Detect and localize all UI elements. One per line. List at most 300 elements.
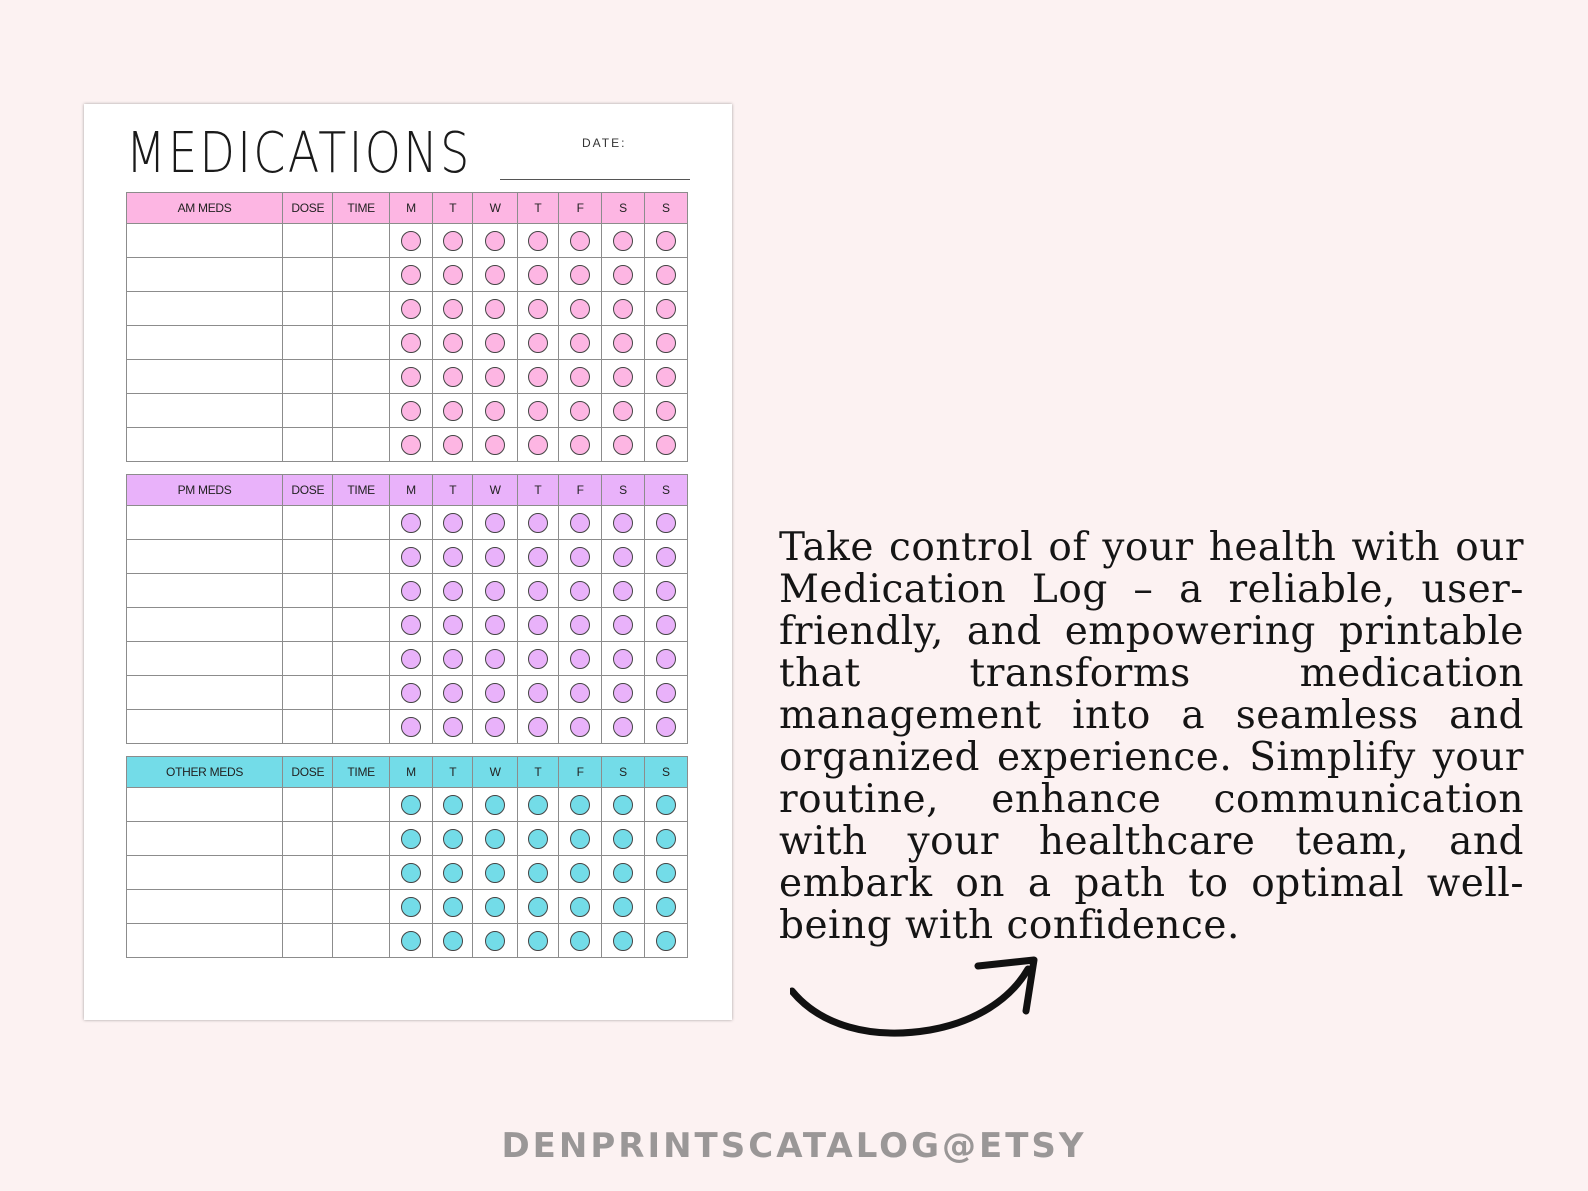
checkbox-circle-icon[interactable] <box>613 265 633 285</box>
checkbox-circle-icon[interactable] <box>570 581 590 601</box>
time-cell[interactable] <box>333 856 389 890</box>
day-header: S <box>644 757 687 788</box>
checkbox-circle-icon[interactable] <box>570 265 590 285</box>
table-header-row <box>127 193 688 224</box>
curved-arrow-right-icon <box>790 955 1050 1050</box>
day-check-cell <box>473 258 517 292</box>
table-row <box>127 258 688 292</box>
table-row <box>127 924 688 958</box>
day-check-cell <box>559 822 602 856</box>
checkbox-circle-icon[interactable] <box>656 717 676 737</box>
time-cell[interactable] <box>333 224 389 258</box>
day-check-cell <box>473 856 517 890</box>
checkbox-circle-icon[interactable] <box>528 683 548 703</box>
checkbox-circle-icon[interactable] <box>656 547 676 567</box>
checkbox-circle-icon[interactable] <box>528 513 548 533</box>
checkbox-circle-icon[interactable] <box>656 863 676 883</box>
day-check-cell <box>517 856 558 890</box>
checkbox-circle-icon[interactable] <box>570 615 590 635</box>
day-check-cell <box>433 608 473 642</box>
med-name-cell[interactable] <box>127 924 283 958</box>
time-cell[interactable] <box>333 540 389 574</box>
day-check-cell <box>389 822 432 856</box>
day-header: S <box>644 193 687 224</box>
checkbox-circle-icon[interactable] <box>443 683 463 703</box>
time-cell[interactable] <box>333 574 389 608</box>
checkbox-circle-icon[interactable] <box>443 299 463 319</box>
day-check-cell <box>389 924 432 958</box>
checkbox-circle-icon[interactable] <box>570 683 590 703</box>
dose-cell[interactable] <box>283 856 333 890</box>
day-check-cell <box>644 428 687 462</box>
time-cell[interactable] <box>333 788 389 822</box>
checkbox-circle-icon[interactable] <box>401 547 421 567</box>
shop-footer: DENPRINTSCATALOG@ETSY <box>501 1126 1087 1166</box>
day-check-cell <box>559 890 602 924</box>
dose-cell[interactable] <box>283 676 333 710</box>
med-name-cell[interactable] <box>127 856 283 890</box>
day-header: T <box>517 475 558 506</box>
checkbox-circle-icon[interactable] <box>613 513 633 533</box>
day-check-cell <box>602 676 644 710</box>
day-check-cell <box>473 608 517 642</box>
day-check-cell <box>644 676 687 710</box>
day-check-cell <box>389 292 432 326</box>
day-check-cell <box>602 394 644 428</box>
time-cell[interactable] <box>333 428 389 462</box>
checkbox-circle-icon[interactable] <box>401 513 421 533</box>
time-cell[interactable] <box>333 924 389 958</box>
med-name-cell[interactable] <box>127 710 283 744</box>
day-check-cell <box>644 788 687 822</box>
checkbox-circle-icon[interactable] <box>656 401 676 421</box>
checkbox-circle-icon[interactable] <box>401 265 421 285</box>
checkbox-circle-icon[interactable] <box>401 897 421 917</box>
day-check-cell <box>559 540 602 574</box>
checkbox-circle-icon[interactable] <box>613 829 633 849</box>
checkbox-circle-icon[interactable] <box>656 231 676 251</box>
checkbox-circle-icon[interactable] <box>528 717 548 737</box>
checkbox-circle-icon[interactable] <box>443 863 463 883</box>
day-check-cell <box>559 224 602 258</box>
day-check-cell <box>602 856 644 890</box>
checkbox-circle-icon[interactable] <box>401 581 421 601</box>
day-check-cell <box>517 676 558 710</box>
dose-cell[interactable] <box>283 428 333 462</box>
day-header: W <box>473 193 517 224</box>
day-check-cell <box>389 506 432 540</box>
checkbox-circle-icon[interactable] <box>613 333 633 353</box>
checkbox-circle-icon[interactable] <box>613 615 633 635</box>
checkbox-circle-icon[interactable] <box>401 367 421 387</box>
day-check-cell <box>644 540 687 574</box>
day-check-cell <box>559 506 602 540</box>
checkbox-circle-icon[interactable] <box>570 401 590 421</box>
checkbox-circle-icon[interactable] <box>401 829 421 849</box>
checkbox-circle-icon[interactable] <box>485 931 505 951</box>
table-row <box>127 890 688 924</box>
checkbox-circle-icon[interactable] <box>443 333 463 353</box>
checkbox-circle-icon[interactable] <box>485 231 505 251</box>
checkbox-circle-icon[interactable] <box>401 615 421 635</box>
dose-cell[interactable] <box>283 326 333 360</box>
checkbox-circle-icon[interactable] <box>485 829 505 849</box>
day-check-cell <box>517 540 558 574</box>
checkbox-circle-icon[interactable] <box>570 795 590 815</box>
day-check-cell <box>602 574 644 608</box>
dose-cell[interactable] <box>283 258 333 292</box>
day-check-cell <box>473 822 517 856</box>
checkbox-circle-icon[interactable] <box>613 795 633 815</box>
time-cell[interactable] <box>333 394 389 428</box>
med-name-cell[interactable] <box>127 292 283 326</box>
day-check-cell <box>559 788 602 822</box>
checkbox-circle-icon[interactable] <box>443 649 463 669</box>
time-header: TIME <box>333 475 389 506</box>
day-check-cell <box>602 822 644 856</box>
day-check-cell <box>644 506 687 540</box>
checkbox-circle-icon[interactable] <box>528 615 548 635</box>
checkbox-circle-icon[interactable] <box>485 299 505 319</box>
checkbox-circle-icon[interactable] <box>528 231 548 251</box>
time-cell[interactable] <box>333 506 389 540</box>
checkbox-circle-icon[interactable] <box>485 897 505 917</box>
day-check-cell <box>559 676 602 710</box>
day-header: S <box>602 757 644 788</box>
checkbox-circle-icon[interactable] <box>656 897 676 917</box>
checkbox-circle-icon[interactable] <box>570 717 590 737</box>
checkbox-circle-icon[interactable] <box>613 717 633 737</box>
checkbox-circle-icon[interactable] <box>401 333 421 353</box>
checkbox-circle-icon[interactable] <box>528 401 548 421</box>
table-row <box>127 428 688 462</box>
checkbox-circle-icon[interactable] <box>528 931 548 951</box>
med-name-cell[interactable] <box>127 890 283 924</box>
day-check-cell <box>433 890 473 924</box>
checkbox-circle-icon[interactable] <box>401 649 421 669</box>
day-check-cell <box>644 710 687 744</box>
checkbox-circle-icon[interactable] <box>401 931 421 951</box>
day-check-cell <box>433 394 473 428</box>
checkbox-circle-icon[interactable] <box>443 931 463 951</box>
checkbox-circle-icon[interactable] <box>485 333 505 353</box>
checkbox-circle-icon[interactable] <box>443 401 463 421</box>
checkbox-circle-icon[interactable] <box>485 717 505 737</box>
sheet-title: MEDICATIONS <box>126 121 472 186</box>
checkbox-circle-icon[interactable] <box>528 795 548 815</box>
checkbox-circle-icon[interactable] <box>485 581 505 601</box>
checkbox-circle-icon[interactable] <box>613 931 633 951</box>
dose-cell[interactable] <box>283 292 333 326</box>
checkbox-circle-icon[interactable] <box>528 333 548 353</box>
day-check-cell <box>389 258 432 292</box>
checkbox-circle-icon[interactable] <box>656 795 676 815</box>
checkbox-circle-icon[interactable] <box>656 649 676 669</box>
day-check-cell <box>644 924 687 958</box>
checkbox-circle-icon[interactable] <box>656 931 676 951</box>
day-header: W <box>473 757 517 788</box>
checkbox-circle-icon[interactable] <box>528 829 548 849</box>
checkbox-circle-icon[interactable] <box>656 683 676 703</box>
med-name-cell[interactable] <box>127 608 283 642</box>
checkbox-circle-icon[interactable] <box>613 897 633 917</box>
day-check-cell <box>389 224 432 258</box>
day-check-cell <box>433 676 473 710</box>
checkbox-circle-icon[interactable] <box>443 795 463 815</box>
day-check-cell <box>473 394 517 428</box>
dose-cell[interactable] <box>283 540 333 574</box>
checkbox-circle-icon[interactable] <box>485 367 505 387</box>
table-row <box>127 360 688 394</box>
day-header: S <box>602 475 644 506</box>
time-cell[interactable] <box>333 890 389 924</box>
checkbox-circle-icon[interactable] <box>485 615 505 635</box>
dose-cell[interactable] <box>283 642 333 676</box>
checkbox-circle-icon[interactable] <box>656 299 676 319</box>
checkbox-circle-icon[interactable] <box>613 547 633 567</box>
checkbox-circle-icon[interactable] <box>528 581 548 601</box>
day-check-cell <box>433 292 473 326</box>
day-header: F <box>559 193 602 224</box>
checkbox-circle-icon[interactable] <box>485 795 505 815</box>
med-name-cell[interactable] <box>127 574 283 608</box>
checkbox-circle-icon[interactable] <box>401 401 421 421</box>
dose-cell[interactable] <box>283 506 333 540</box>
checkbox-circle-icon[interactable] <box>656 615 676 635</box>
day-header: S <box>644 475 687 506</box>
dose-cell[interactable] <box>283 710 333 744</box>
checkbox-circle-icon[interactable] <box>570 863 590 883</box>
day-check-cell <box>389 710 432 744</box>
table-row <box>127 506 688 540</box>
checkbox-circle-icon[interactable] <box>528 547 548 567</box>
checkbox-circle-icon[interactable] <box>613 231 633 251</box>
day-check-cell <box>559 642 602 676</box>
checkbox-circle-icon[interactable] <box>401 435 421 455</box>
dose-cell[interactable] <box>283 360 333 394</box>
checkbox-circle-icon[interactable] <box>613 367 633 387</box>
checkbox-circle-icon[interactable] <box>443 829 463 849</box>
table-row <box>127 676 688 710</box>
med-name-cell[interactable] <box>127 822 283 856</box>
time-cell[interactable] <box>333 608 389 642</box>
checkbox-circle-icon[interactable] <box>485 513 505 533</box>
day-check-cell <box>517 822 558 856</box>
day-check-cell <box>473 540 517 574</box>
checkbox-circle-icon[interactable] <box>401 717 421 737</box>
time-cell[interactable] <box>333 326 389 360</box>
med-name-cell[interactable] <box>127 676 283 710</box>
day-check-cell <box>559 360 602 394</box>
checkbox-circle-icon[interactable] <box>443 897 463 917</box>
day-check-cell <box>517 608 558 642</box>
med-name-cell[interactable] <box>127 394 283 428</box>
checkbox-circle-icon[interactable] <box>485 435 505 455</box>
checkbox-circle-icon[interactable] <box>443 435 463 455</box>
dose-cell[interactable] <box>283 224 333 258</box>
checkbox-circle-icon[interactable] <box>656 581 676 601</box>
dose-header: DOSE <box>283 757 333 788</box>
checkbox-circle-icon[interactable] <box>401 299 421 319</box>
day-header: F <box>559 757 602 788</box>
checkbox-circle-icon[interactable] <box>570 513 590 533</box>
day-check-cell <box>517 642 558 676</box>
section-header: PM MEDS <box>127 475 283 506</box>
checkbox-circle-icon[interactable] <box>485 863 505 883</box>
time-cell[interactable] <box>333 360 389 394</box>
printable-sheet <box>84 104 732 1020</box>
med-name-cell[interactable] <box>127 506 283 540</box>
med-name-cell[interactable] <box>127 428 283 462</box>
day-check-cell <box>559 574 602 608</box>
med-name-cell[interactable] <box>127 258 283 292</box>
day-check-cell <box>517 360 558 394</box>
checkbox-circle-icon[interactable] <box>613 401 633 421</box>
checkbox-circle-icon[interactable] <box>656 829 676 849</box>
table-row <box>127 822 688 856</box>
med-name-cell[interactable] <box>127 642 283 676</box>
checkbox-circle-icon[interactable] <box>401 231 421 251</box>
checkbox-circle-icon[interactable] <box>528 367 548 387</box>
checkbox-circle-icon[interactable] <box>656 265 676 285</box>
checkbox-circle-icon[interactable] <box>485 683 505 703</box>
dose-cell[interactable] <box>283 608 333 642</box>
day-check-cell <box>644 822 687 856</box>
table-header-row <box>127 757 688 788</box>
checkbox-circle-icon[interactable] <box>613 581 633 601</box>
time-cell[interactable] <box>333 258 389 292</box>
day-check-cell <box>644 856 687 890</box>
table-row <box>127 574 688 608</box>
day-check-cell <box>602 710 644 744</box>
day-check-cell <box>644 360 687 394</box>
checkbox-circle-icon[interactable] <box>443 547 463 567</box>
dose-cell[interactable] <box>283 394 333 428</box>
checkbox-circle-icon[interactable] <box>485 547 505 567</box>
checkbox-circle-icon[interactable] <box>485 401 505 421</box>
checkbox-circle-icon[interactable] <box>443 581 463 601</box>
checkbox-circle-icon[interactable] <box>570 649 590 669</box>
day-header: F <box>559 475 602 506</box>
day-check-cell <box>602 326 644 360</box>
checkbox-circle-icon[interactable] <box>570 435 590 455</box>
checkbox-circle-icon[interactable] <box>528 435 548 455</box>
day-check-cell <box>644 574 687 608</box>
day-check-cell <box>644 394 687 428</box>
checkbox-circle-icon[interactable] <box>570 333 590 353</box>
day-check-cell <box>517 710 558 744</box>
med-name-cell[interactable] <box>127 326 283 360</box>
dose-cell[interactable] <box>283 574 333 608</box>
checkbox-circle-icon[interactable] <box>528 863 548 883</box>
dose-cell[interactable] <box>283 890 333 924</box>
day-header: M <box>389 757 432 788</box>
table-header-row <box>127 475 688 506</box>
med-name-cell[interactable] <box>127 360 283 394</box>
day-header: T <box>517 193 558 224</box>
checkbox-circle-icon[interactable] <box>401 863 421 883</box>
checkbox-circle-icon[interactable] <box>528 897 548 917</box>
checkbox-circle-icon[interactable] <box>401 683 421 703</box>
time-cell[interactable] <box>333 642 389 676</box>
day-check-cell <box>433 360 473 394</box>
checkbox-circle-icon[interactable] <box>485 265 505 285</box>
day-check-cell <box>644 642 687 676</box>
checkbox-circle-icon[interactable] <box>528 299 548 319</box>
table-row <box>127 326 688 360</box>
day-header: M <box>389 193 432 224</box>
dose-cell[interactable] <box>283 788 333 822</box>
checkbox-circle-icon[interactable] <box>613 683 633 703</box>
checkbox-circle-icon[interactable] <box>656 513 676 533</box>
checkbox-circle-icon[interactable] <box>656 435 676 455</box>
checkbox-circle-icon[interactable] <box>613 649 633 669</box>
checkbox-circle-icon[interactable] <box>656 367 676 387</box>
checkbox-circle-icon[interactable] <box>570 897 590 917</box>
day-check-cell <box>473 710 517 744</box>
med-name-cell[interactable] <box>127 540 283 574</box>
checkbox-circle-icon[interactable] <box>443 513 463 533</box>
checkbox-circle-icon[interactable] <box>528 265 548 285</box>
checkbox-circle-icon[interactable] <box>613 299 633 319</box>
day-header: T <box>433 475 473 506</box>
am-meds-table <box>126 192 688 462</box>
day-check-cell <box>602 428 644 462</box>
checkbox-circle-icon[interactable] <box>443 717 463 737</box>
checkbox-circle-icon[interactable] <box>570 367 590 387</box>
dose-cell[interactable] <box>283 924 333 958</box>
table-row <box>127 292 688 326</box>
checkbox-circle-icon[interactable] <box>613 435 633 455</box>
checkbox-circle-icon[interactable] <box>443 231 463 251</box>
checkbox-circle-icon[interactable] <box>401 795 421 815</box>
time-cell[interactable] <box>333 676 389 710</box>
checkbox-circle-icon[interactable] <box>656 333 676 353</box>
day-check-cell <box>559 428 602 462</box>
checkbox-circle-icon[interactable] <box>613 863 633 883</box>
day-check-cell <box>517 890 558 924</box>
checkbox-circle-icon[interactable] <box>443 265 463 285</box>
med-name-cell[interactable] <box>127 788 283 822</box>
time-cell[interactable] <box>333 822 389 856</box>
checkbox-circle-icon[interactable] <box>570 931 590 951</box>
checkbox-circle-icon[interactable] <box>528 649 548 669</box>
checkbox-circle-icon[interactable] <box>443 367 463 387</box>
day-check-cell <box>389 326 432 360</box>
checkbox-circle-icon[interactable] <box>570 829 590 849</box>
table-row <box>127 710 688 744</box>
med-name-cell[interactable] <box>127 224 283 258</box>
date-line <box>500 179 690 180</box>
time-cell[interactable] <box>333 292 389 326</box>
day-check-cell <box>433 574 473 608</box>
time-cell[interactable] <box>333 710 389 744</box>
dose-cell[interactable] <box>283 822 333 856</box>
checkbox-circle-icon[interactable] <box>570 231 590 251</box>
checkbox-circle-icon[interactable] <box>570 299 590 319</box>
day-check-cell <box>559 326 602 360</box>
day-check-cell <box>433 258 473 292</box>
day-check-cell <box>517 428 558 462</box>
checkbox-circle-icon[interactable] <box>443 615 463 635</box>
day-header: S <box>602 193 644 224</box>
checkbox-circle-icon[interactable] <box>485 649 505 669</box>
checkbox-circle-icon[interactable] <box>570 547 590 567</box>
other-meds-table <box>126 756 688 958</box>
day-check-cell <box>433 856 473 890</box>
day-check-cell <box>644 326 687 360</box>
day-check-cell <box>602 506 644 540</box>
